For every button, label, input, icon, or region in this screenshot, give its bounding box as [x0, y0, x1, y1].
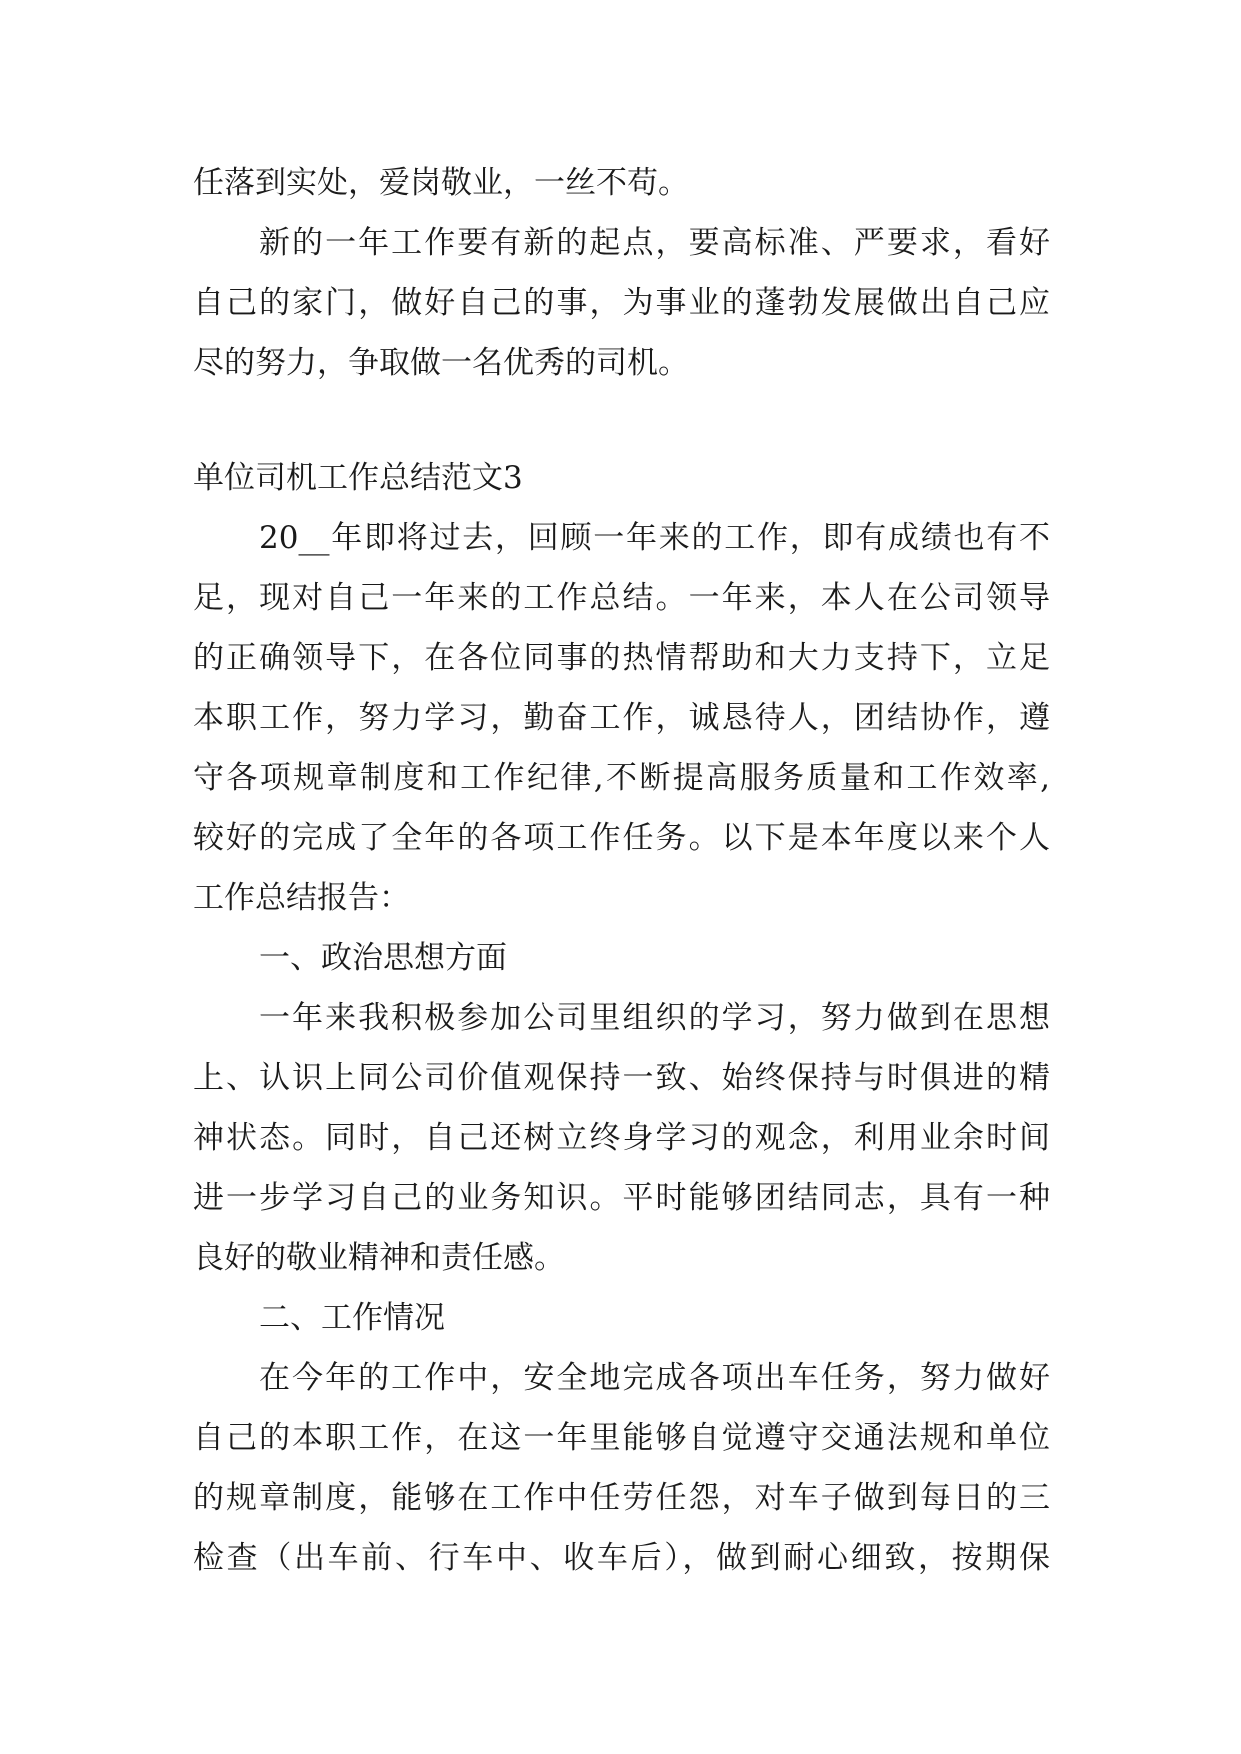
subsection-heading: 一、政治思想方面: [259, 940, 507, 976]
paragraph-line: 进一步学习自己的业务知识。平时能够团结同志，具有一种: [193, 1180, 1050, 1216]
paragraph-line: 自己的本职工作，在这一年里能够自觉遵守交通法规和单位: [193, 1420, 1050, 1456]
paragraph-line: 检查（出车前、行车中、收车后），做到耐心细致，按期保: [193, 1540, 1050, 1576]
paragraph-line: 较好的完成了全年的各项工作任务。以下是本年度以来个人: [193, 820, 1050, 856]
paragraph-line: 新的一年工作要有新的起点，要高标准、严要求，看好: [259, 225, 1050, 261]
paragraph-line: 任落到实处，爱岗敬业，一丝不苟。: [193, 165, 689, 201]
paragraph-line: 良好的敬业精神和责任感。: [193, 1240, 565, 1276]
paragraph-line: 的规章制度，能够在工作中任劳任怨，对车子做到每日的三: [193, 1480, 1050, 1516]
paragraph-line: 尽的努力，争取做一名优秀的司机。: [193, 345, 689, 381]
paragraph-line: 足，现对自己一年来的工作总结。一年来，本人在公司领导: [193, 580, 1050, 616]
section-heading: 单位司机工作总结范文3: [193, 460, 523, 496]
paragraph-line: 20__年即将过去，回顾一年来的工作，即有成绩也有不: [259, 520, 1050, 556]
paragraph-line: 本职工作，努力学习，勤奋工作，诚恳待人，团结协作，遵: [193, 700, 1050, 736]
paragraph-line: 上、认识上同公司价值观保持一致、始终保持与时俱进的精: [193, 1060, 1050, 1096]
paragraph-line: 在今年的工作中，安全地完成各项出车任务，努力做好: [259, 1360, 1050, 1396]
paragraph-line: 自己的家门，做好自己的事，为事业的蓬勃发展做出自己应: [193, 285, 1050, 321]
paragraph-line: 神状态。同时，自己还树立终身学习的观念，利用业余时间: [193, 1120, 1050, 1156]
paragraph-line: 的正确领导下，在各位同事的热情帮助和大力支持下，立足: [193, 640, 1050, 676]
paragraph-line: 一年来我积极参加公司里组织的学习，努力做到在思想: [259, 1000, 1050, 1036]
paragraph-line: 工作总结报告：: [193, 880, 410, 916]
subsection-heading: 二、工作情况: [259, 1300, 445, 1336]
paragraph-line: 守各项规章制度和工作纪律,不断提高服务质量和工作效率,: [193, 760, 1050, 796]
